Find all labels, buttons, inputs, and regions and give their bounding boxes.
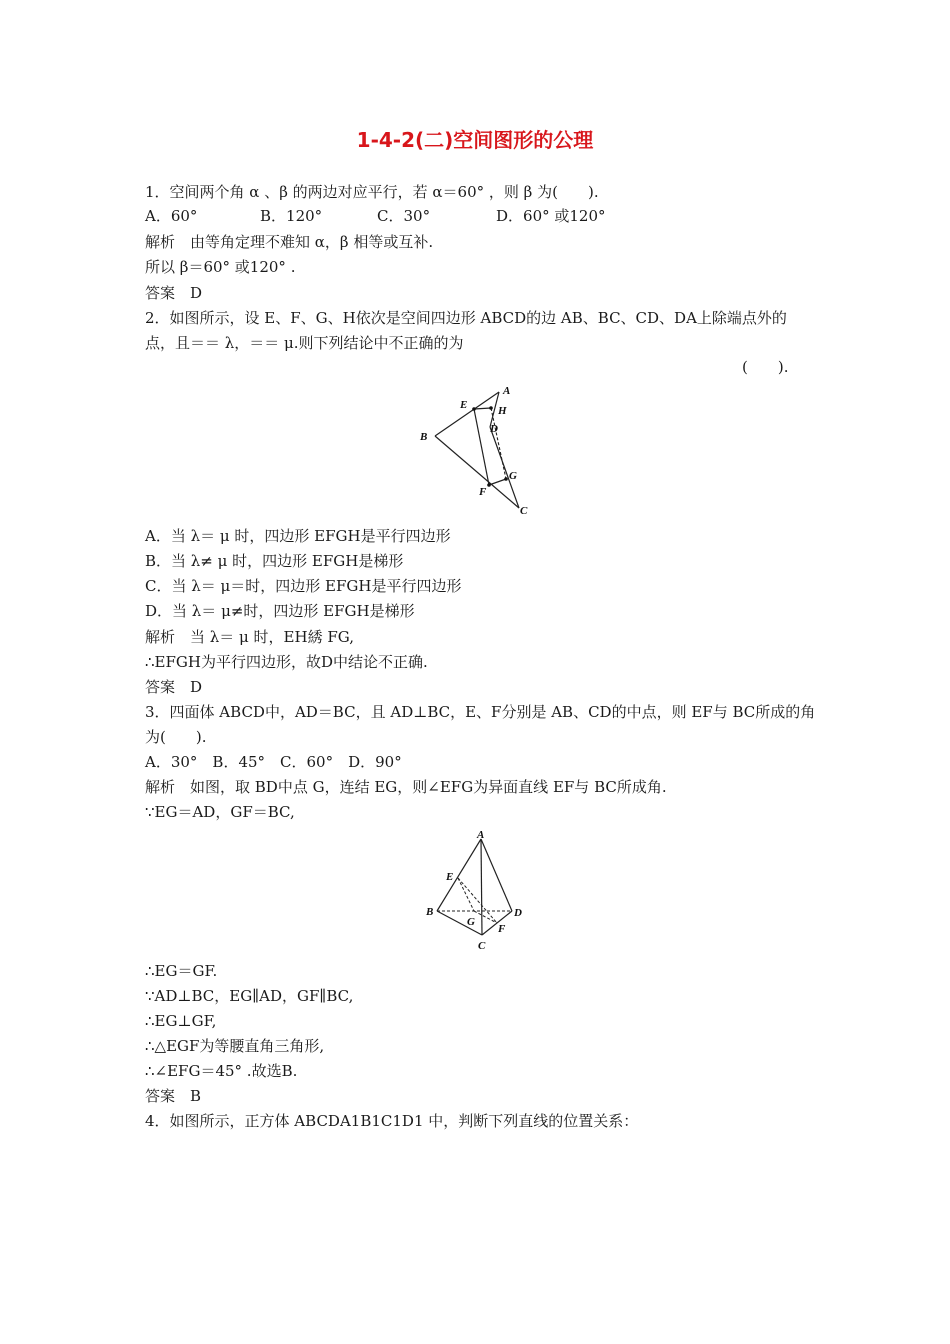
q1-answer: 答案 D [145, 284, 203, 302]
q3-figure-label: B [426, 906, 434, 918]
q3-figure-label: A [477, 829, 485, 841]
q2-option-d: D．当 λ＝ μ≠时，四边形 EFGH是梯形 [145, 602, 415, 620]
q2-option-a: A．当 λ＝ μ 时，四边形 EFGH是平行四边形 [145, 527, 451, 545]
q2-stem-line: 点，且＝＝ λ，＝＝ μ.则下列结论中不正确的为 [145, 334, 464, 352]
q3-figure-label: C [478, 940, 486, 952]
q3-analysis-line: ∴EG⊥GF, [145, 1012, 217, 1030]
q3-figure-label: F [498, 923, 506, 935]
q1-option-b: B．120° [260, 207, 323, 225]
q2-figure-label: A [503, 385, 511, 397]
q3-figure-label: E [446, 871, 454, 883]
q2-figure-label: B [420, 431, 428, 443]
q3-options: A．30° B．45° C．60° D．90° [145, 753, 402, 771]
q3-stem-line: 3．四面体 ABCD中，AD＝BC，且 AD⊥BC，E、F分别是 AB、CD的中点，则 EF与 BC所成的角 [145, 703, 816, 721]
q1-option-d: D．60° 或120° [496, 207, 606, 225]
q2-answer: 答案 D [145, 678, 203, 696]
q1-analysis-line: 所以 β＝60° 或120° . [145, 258, 296, 276]
q1-analysis-line: 解析 由等角定理不难知 α，β 相等或互补. [145, 233, 434, 251]
q2-analysis-line: ∴EFGH为平行四边形，故D中结论不正确. [145, 653, 428, 671]
q2-answer-paren: ( ). [742, 358, 789, 376]
q2-figure-label: H [498, 405, 507, 417]
q3-analysis-line: ∴△EGF为等腰直角三角形, [145, 1037, 325, 1055]
q2-figure-label: E [460, 399, 468, 411]
q1-stem: 1．空间两个角 α 、β 的两边对应平行，若 α＝60° ，则 β 为( ). [145, 183, 599, 201]
q2-figure-label: C [520, 505, 528, 517]
q3-figure-label: D [514, 907, 522, 919]
q1-option-a: A．60° [145, 207, 198, 225]
page-title: 1-4-2(二)空间图形的公理 [356, 128, 594, 152]
q3-figure [420, 826, 540, 956]
q2-figure-label: D [490, 423, 498, 435]
q1-option-c: C．30° [377, 207, 431, 225]
q3-analysis-line: ∵AD⊥BC，EG∥AD，GF∥BC, [145, 987, 354, 1005]
q3-analysis-line: ∵EG＝AD，GF＝BC, [145, 803, 295, 821]
q3-analysis-line: 解析 如图，取 BD中点 G，连结 EG，则∠EFG为异面直线 EF与 BC所成角. [145, 778, 667, 796]
q2-option-b: B．当 λ≠ μ 时，四边形 EFGH是梯形 [145, 552, 404, 570]
q2-option-c: C．当 λ＝ μ＝时，四边形 EFGH是平行四边形 [145, 577, 462, 595]
q3-stem-line: 为( ). [145, 728, 207, 746]
q3-answer: 答案 B [145, 1087, 202, 1105]
q3-analysis-line: ∴∠EFG＝45° .故选B. [145, 1062, 298, 1080]
q2-analysis-line: 解析 当 λ＝ μ 时，EH綉 FG, [145, 628, 354, 646]
q2-stem-line: 2．如图所示，设 E、F、G、H依次是空间四边形 ABCD的边 AB、BC、CD、DA上除端点外的 [145, 309, 787, 327]
q3-analysis-line: ∴EG＝GF. [145, 962, 218, 980]
q2-figure [412, 380, 552, 520]
q2-figure-label: F [479, 486, 487, 498]
q3-figure-label: G [467, 916, 475, 928]
q2-figure-label: G [509, 470, 517, 482]
q4-stem: 4．如图所示，正方体 ABCDA1B1C1D1 中，判断下列直线的位置关系： [145, 1112, 639, 1130]
